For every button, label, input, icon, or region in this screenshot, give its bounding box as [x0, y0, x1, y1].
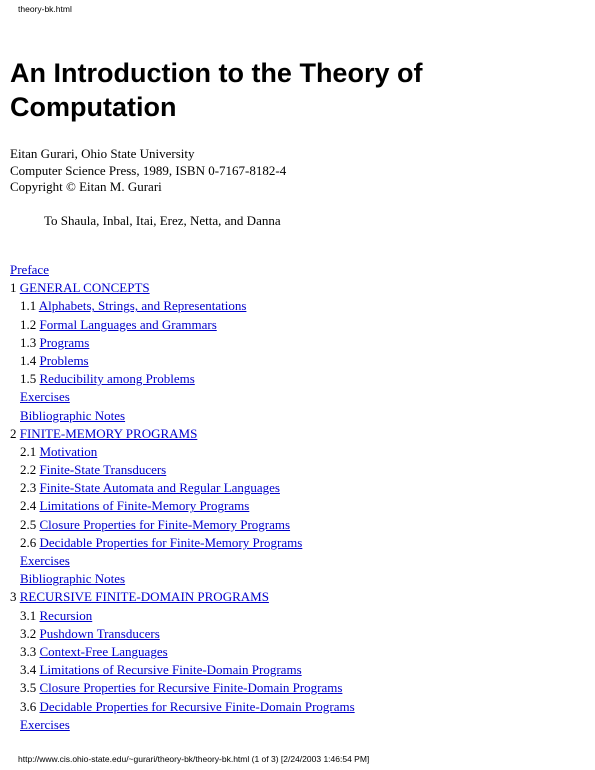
toc-item — [10, 297, 355, 315]
toc-item-number: 3.5 — [20, 680, 37, 696]
toc-item — [10, 443, 355, 461]
toc-item — [10, 588, 355, 606]
copyright-line: Copyright © Eitan M. Gurari — [10, 179, 162, 194]
toc-item — [10, 516, 355, 534]
toc-item-number: 1 — [10, 280, 17, 296]
toc-item — [10, 607, 355, 625]
toc-item-number: 3.3 — [20, 643, 37, 659]
toc-link[interactable]: FINITE-MEMORY PROGRAMS — [19, 425, 198, 441]
toc-link[interactable]: Limitations of Recursive Finite-Domain Programs — [39, 662, 302, 678]
toc-link[interactable]: Alphabets, Strings, and Representations — [38, 298, 247, 314]
toc-link[interactable]: Finite-State Automata and Regular Languages — [39, 480, 280, 496]
toc-item-number: 2.4 — [20, 498, 37, 514]
toc-item-number: 2.1 — [20, 443, 37, 459]
toc-item — [10, 479, 355, 497]
toc-item-number: 1.3 — [20, 334, 37, 350]
toc-item — [10, 661, 355, 679]
toc-item-number: 2.6 — [20, 534, 37, 550]
toc-item-number: 3.6 — [20, 698, 37, 714]
toc-link[interactable]: Formal Languages and Grammars — [39, 316, 217, 332]
toc-item-number: 2.5 — [20, 516, 37, 532]
toc-item — [10, 679, 355, 697]
toc-item — [10, 261, 355, 279]
toc-item — [10, 279, 355, 297]
toc-item-number: 3.1 — [20, 607, 37, 623]
author-line: Eitan Gurari, Ohio State University — [10, 146, 195, 161]
toc-item — [10, 497, 355, 515]
toc-link[interactable]: Preface — [10, 262, 49, 277]
book-info — [10, 146, 286, 196]
toc-item — [10, 534, 355, 552]
toc-link[interactable]: Problems — [39, 352, 89, 368]
toc-item — [10, 316, 355, 334]
toc-item — [10, 370, 355, 388]
toc-item-number: 3 — [10, 589, 17, 605]
toc-item-number: 3.4 — [20, 662, 37, 678]
page-footer: http://www.cis.ohio-state.edu/~gurari/theory-bk/theory-bk.html (1 of 3) [2/24/2003 1:46:54 PM] — [18, 754, 370, 764]
toc-link[interactable]: Exercises — [20, 553, 70, 568]
toc-link[interactable]: Pushdown Transducers — [39, 625, 160, 641]
toc-link[interactable]: Motivation — [39, 443, 98, 459]
toc-link[interactable]: Reducibility among Problems — [39, 371, 195, 387]
toc-link[interactable]: RECURSIVE FINITE-DOMAIN PROGRAMS — [19, 589, 269, 605]
page-header: theory-bk.html — [18, 4, 72, 14]
toc-item — [10, 643, 355, 661]
toc-link[interactable]: Context-Free Languages — [39, 643, 168, 659]
toc-item-number: 2 — [10, 425, 17, 441]
toc-link[interactable]: GENERAL CONCEPTS — [19, 280, 150, 296]
toc-item — [10, 352, 355, 370]
toc-link[interactable]: Bibliographic Notes — [20, 407, 126, 423]
table-of-contents — [10, 261, 355, 734]
toc-link[interactable]: Decidable Properties for Finite-Memory Programs — [39, 534, 303, 550]
toc-item-number: 1.5 — [20, 371, 37, 387]
publisher-line: Computer Science Press, 1989, ISBN 0-7167-8182-4 — [10, 162, 287, 178]
toc-item-number: 3.2 — [20, 625, 37, 641]
toc-item — [10, 552, 355, 570]
toc-item-number: 2.3 — [20, 480, 37, 496]
toc-link[interactable]: Recursion — [39, 607, 93, 623]
toc-link[interactable]: Decidable Properties for Recursive Finite-Domain Programs — [39, 698, 355, 714]
toc-link[interactable]: Bibliographic Notes — [20, 571, 126, 587]
toc-item — [10, 716, 355, 734]
toc-link[interactable]: Exercises — [20, 716, 70, 732]
toc-item — [10, 334, 355, 352]
toc-item — [10, 425, 355, 443]
toc-item-number: 1.4 — [20, 352, 37, 368]
toc-link[interactable]: Closure Properties for Recursive Finite-Domain Programs — [39, 680, 343, 696]
toc-link[interactable]: Limitations of Finite-Memory Programs — [39, 498, 250, 514]
toc-item-number: 1.2 — [20, 316, 37, 332]
toc-item-number: 2.2 — [20, 462, 37, 478]
toc-item-number: 1.1 — [20, 298, 37, 314]
toc-link[interactable]: Finite-State Transducers — [39, 462, 167, 478]
toc-link[interactable]: Closure Properties for Finite-Memory Programs — [39, 516, 291, 532]
toc-item — [10, 625, 355, 643]
page-title: An Introduction to the Theory of Computation — [10, 58, 423, 122]
toc-item — [10, 570, 355, 588]
toc-item — [10, 407, 355, 425]
toc-item — [10, 698, 355, 716]
toc-item — [10, 461, 355, 479]
dedication: To Shaula, Inbal, Itai, Erez, Netta, and Danna — [44, 213, 281, 228]
toc-item — [10, 388, 355, 406]
toc-link[interactable]: Exercises — [20, 389, 70, 405]
toc-link[interactable]: Programs — [39, 334, 90, 350]
